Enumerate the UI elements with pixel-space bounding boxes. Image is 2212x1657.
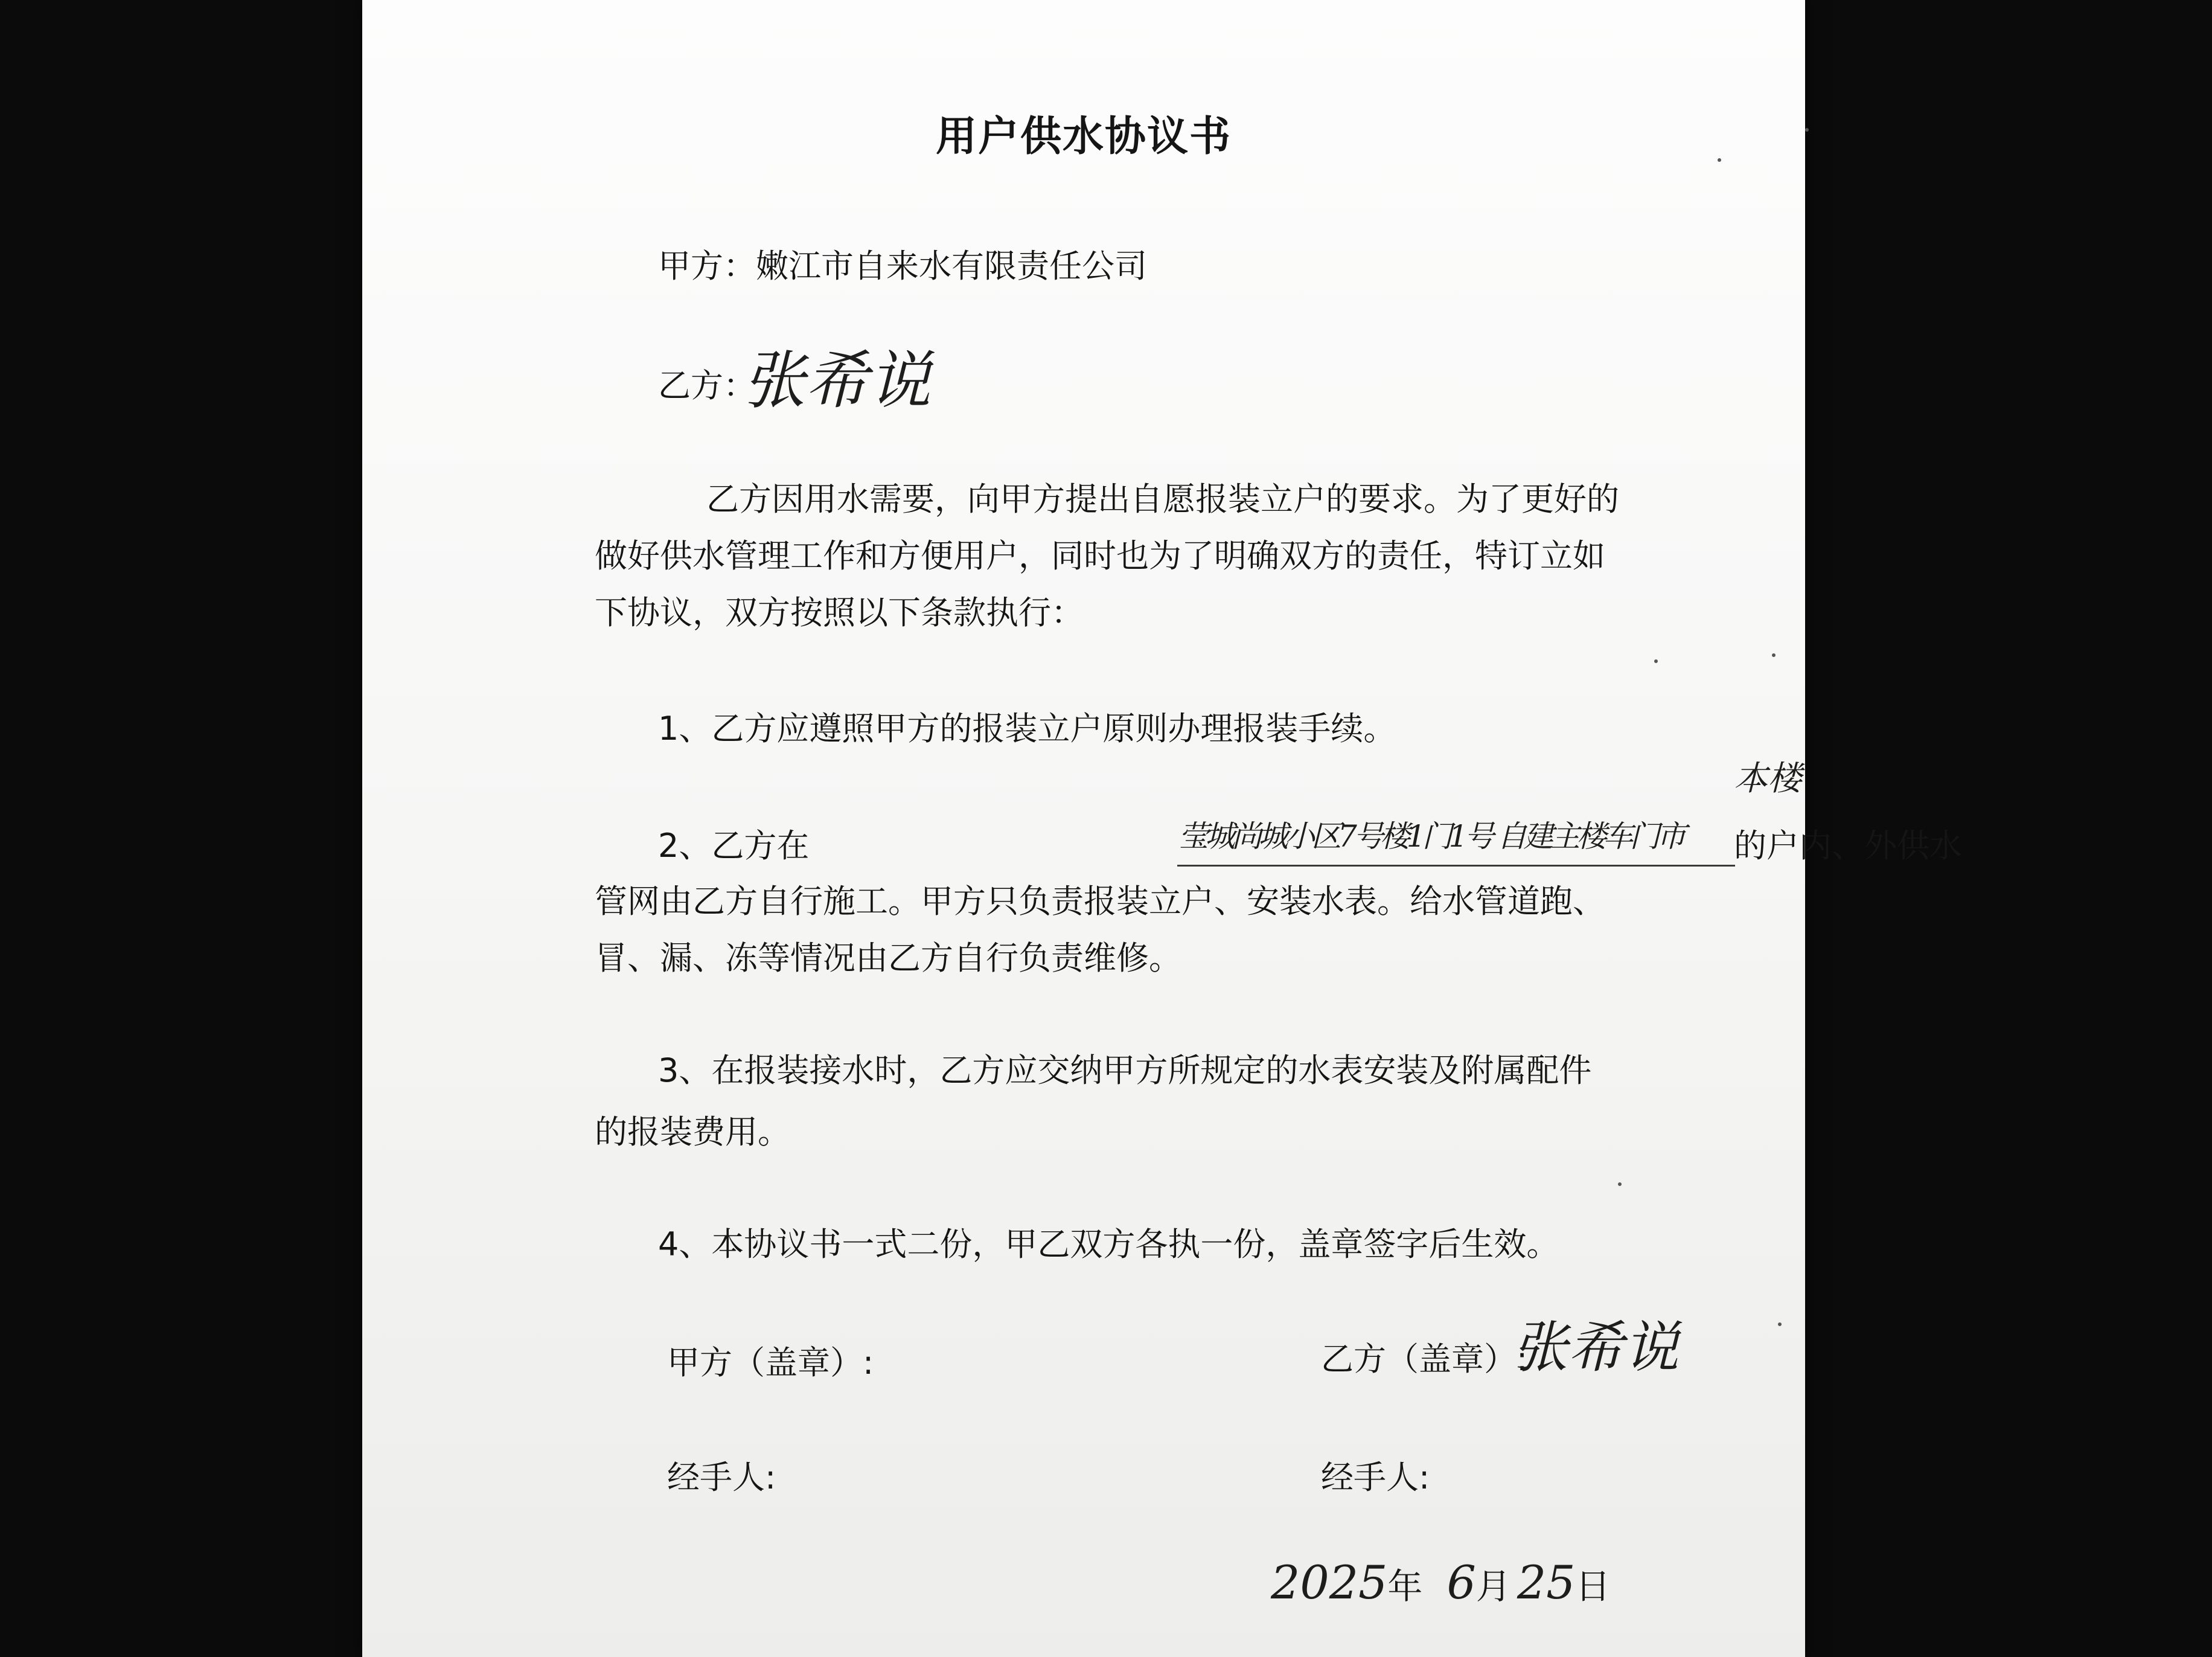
signing-date — [1271, 1558, 1611, 1609]
clause-2-fill-underline — [1177, 865, 1735, 867]
party-b-handler-label: 经手人: — [1321, 1458, 1430, 1496]
document-title: 用户供水协议书 — [935, 113, 1232, 161]
party-a-handler-label: 经手人: — [667, 1458, 776, 1496]
clause-2-line-3: 冒、漏、冻等情况由乙方自行负责维修。 — [595, 939, 1181, 977]
paper-speck — [1805, 128, 1809, 132]
paper-speck — [1718, 158, 1721, 162]
party-a-line: 甲方：嫩江市自来水有限责任公司 — [658, 247, 1147, 285]
clause-2-line-2: 管网由乙方自行施工。甲方只负责报装立户、安装水表。给水管道跑、 — [595, 882, 1605, 920]
clause-4: 4、本协议书一式二份，甲乙双方各执一份，盖章签字后生效。 — [658, 1225, 1559, 1263]
paper-speck — [1654, 659, 1658, 663]
date-month-label: 月 — [1475, 1566, 1511, 1607]
clause-2-handwritten-address: 莹城尚城小区7号楼1门1号 自建主楼车门市 — [1178, 819, 1683, 854]
party-b-stamp-label: 乙方（盖章）: — [1321, 1340, 1528, 1378]
clause-2-suffix: 的户内、外供水 — [1734, 827, 1962, 865]
clause-3-line-1: 3、在报装接水时，乙方应交纳甲方所规定的水表安装及附属配件 — [658, 1051, 1592, 1089]
paper-speck — [1618, 1182, 1622, 1186]
intro-line-3: 下协议，双方按照以下条款执行： — [595, 594, 1084, 632]
date-day-label: 日 — [1575, 1566, 1611, 1607]
party-b-signature: 张希说 — [743, 344, 932, 417]
date-year-label: 年 — [1387, 1566, 1423, 1607]
date-year-handwritten: 2025 — [1271, 1556, 1388, 1609]
intro-line-1: 乙方因用水需要，向甲方提出自愿报装立户的要求。为了更好的 — [706, 480, 1619, 518]
clause-2-handwritten-insert: 本楼 — [1734, 759, 1801, 798]
party-b-stamp-signature: 张希说 — [1512, 1315, 1680, 1380]
agreement-paper — [362, 0, 1962, 1657]
party-a-stamp-label: 甲方（盖章）: — [667, 1344, 874, 1382]
clause-1: 1、乙方应遵照甲方的报装立户原则办理报装手续。 — [658, 710, 1396, 748]
paper-speck — [1772, 653, 1776, 657]
clause-2-prefix: 2、乙方在 — [658, 827, 810, 865]
clause-3-line-2: 的报装费用。 — [595, 1113, 790, 1151]
date-month-handwritten: 6 — [1446, 1556, 1476, 1609]
date-day-handwritten: 25 — [1517, 1556, 1576, 1609]
party-b-label: 乙方： — [658, 367, 756, 405]
paper-speck — [1778, 1322, 1782, 1326]
intro-line-2: 做好供水管理工作和方便用户，同时也为了明确双方的责任，特订立如 — [595, 537, 1605, 575]
